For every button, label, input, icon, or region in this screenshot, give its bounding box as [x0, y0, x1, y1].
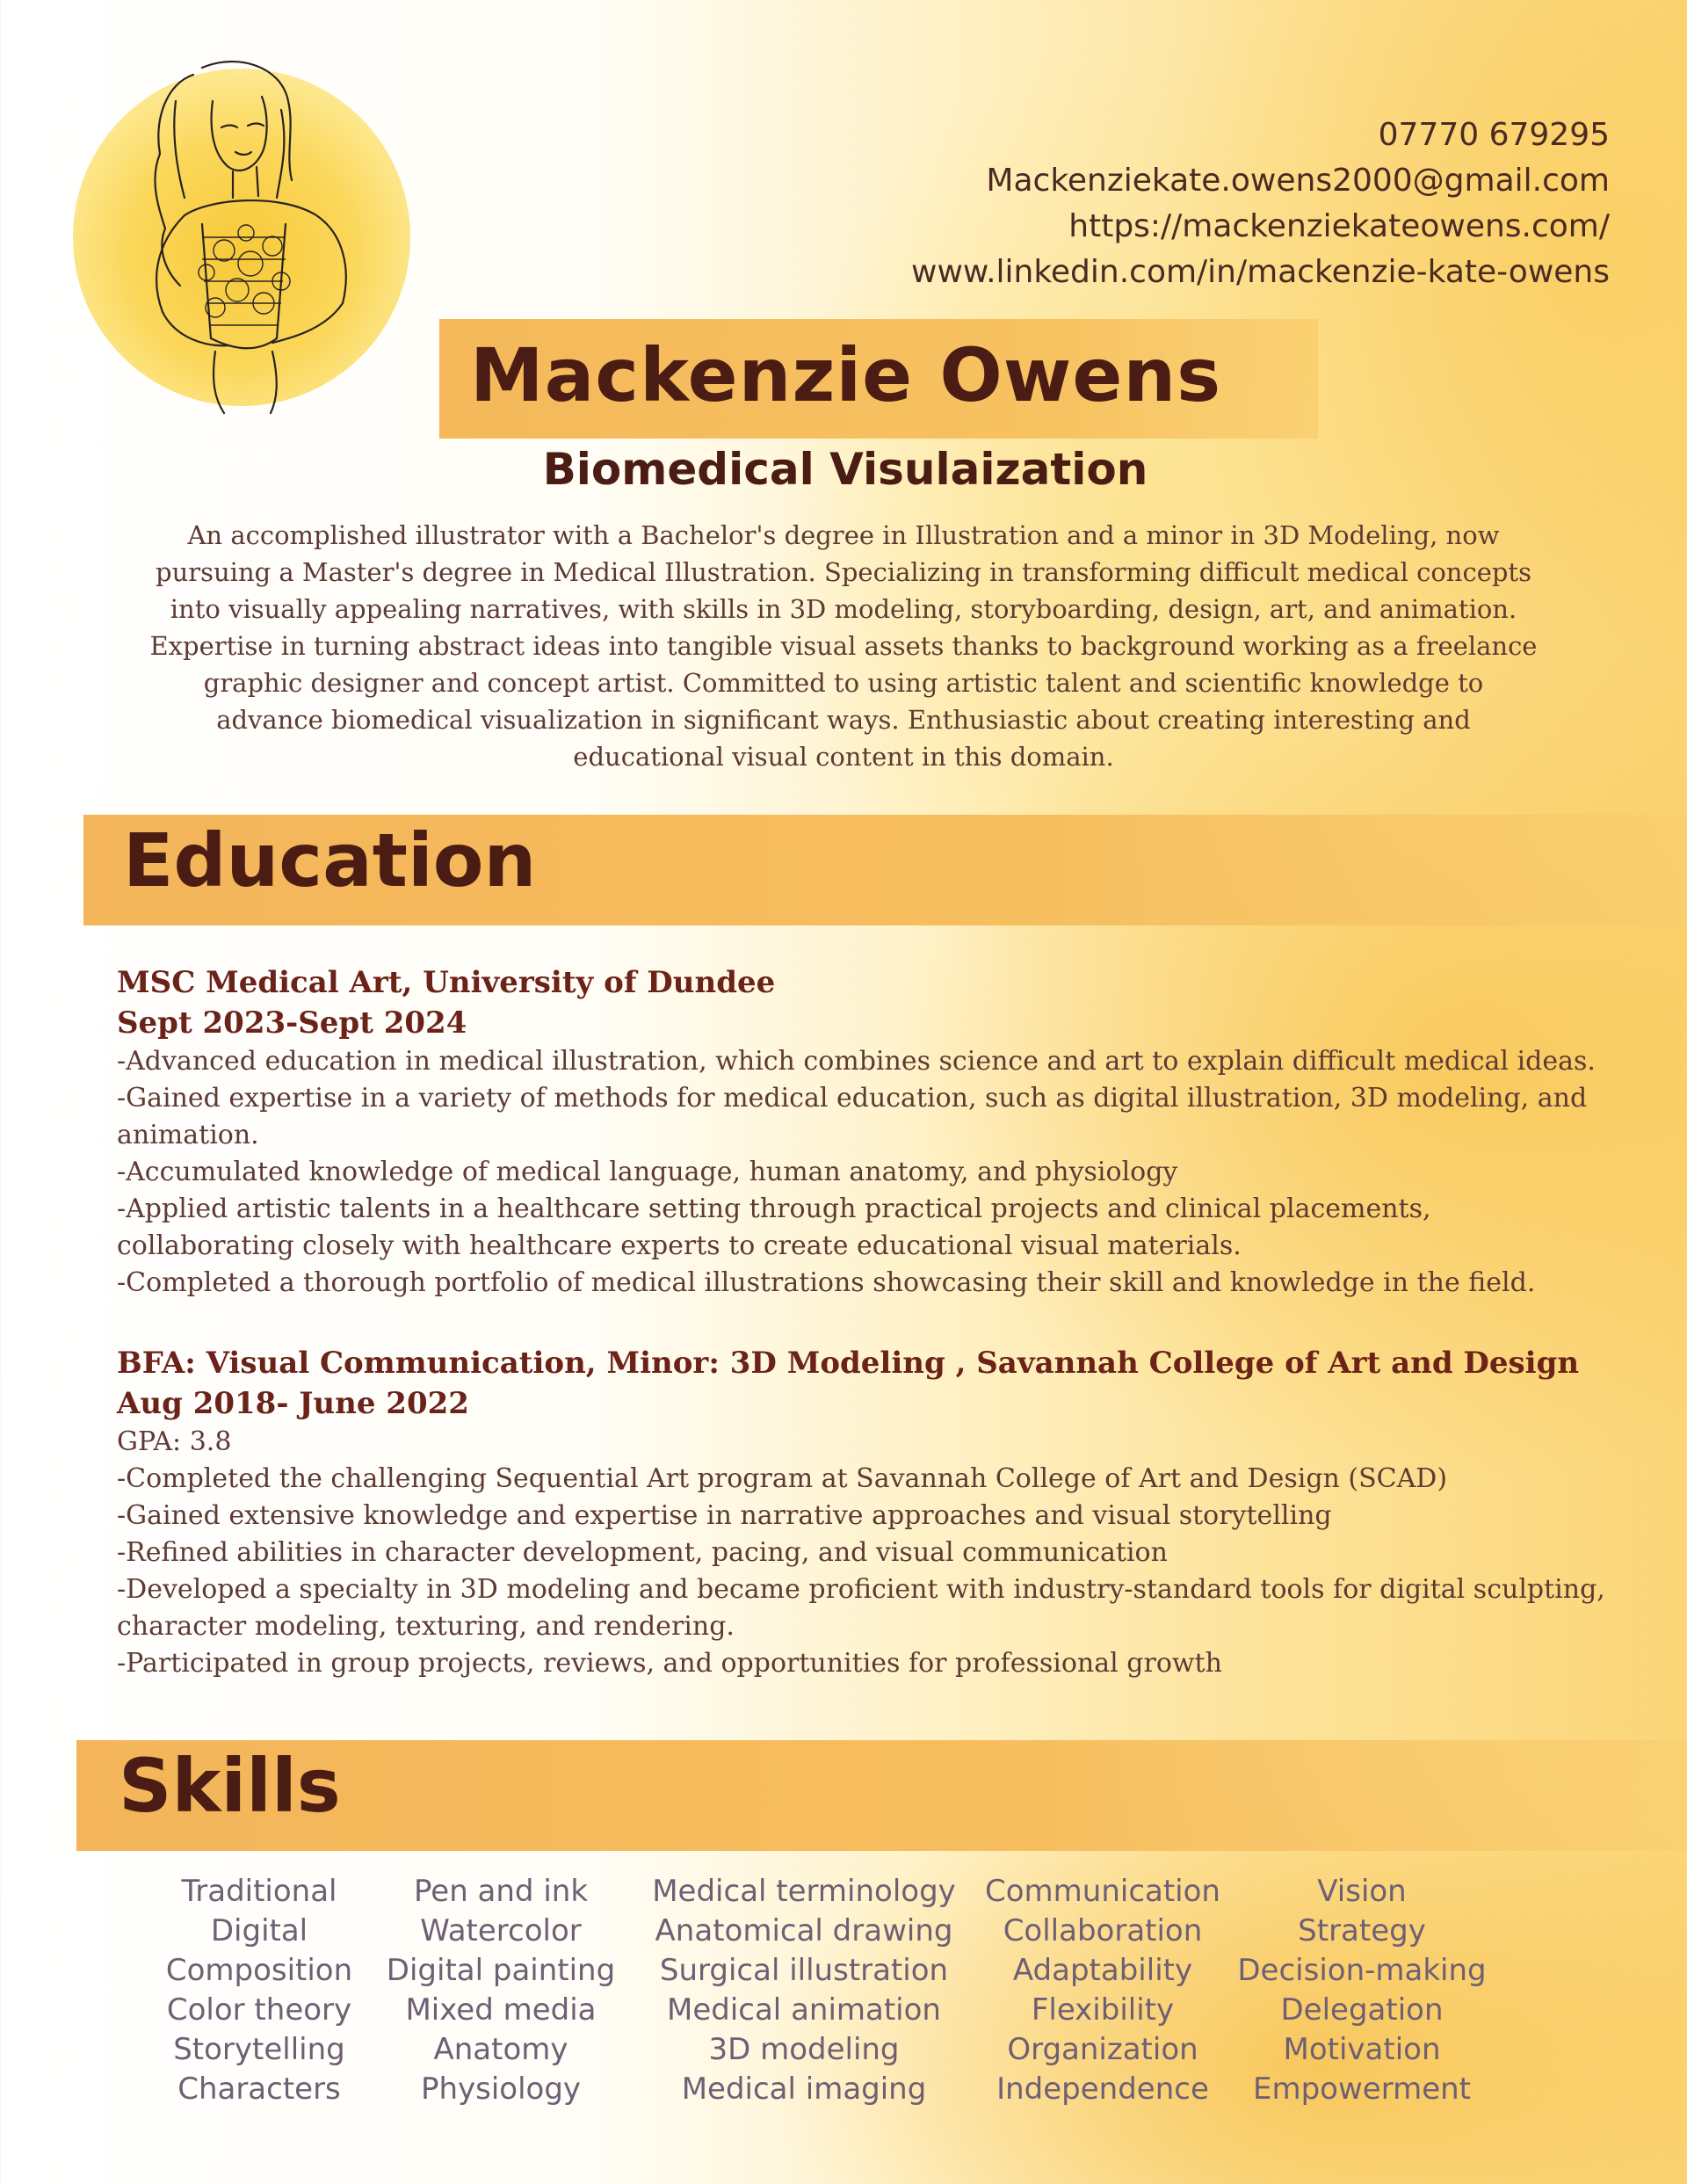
skill-item: Vision [1317, 1874, 1407, 1909]
education-entry-heading: MSC Medical Art, University of Dundee [117, 965, 776, 1000]
contact-website[interactable]: https://mackenziekateowens.com/ [1068, 208, 1610, 244]
skill-item: Digital painting [386, 1953, 616, 1988]
skill-item: Physiology [420, 2072, 582, 2107]
contact-block [911, 112, 1610, 295]
contact-linkedin[interactable]: www.linkedin.com/in/mackenzie-kate-owens [911, 254, 1610, 290]
skill-item: Medical terminology [652, 1874, 956, 1909]
skill-item: Collaboration [1003, 1913, 1203, 1948]
skill-item: Independence [996, 2072, 1209, 2107]
skill-item: Adaptability [1012, 1953, 1193, 1988]
skill-item: Digital [210, 1913, 308, 1948]
skill-item: Traditional [181, 1874, 337, 1909]
skill-item: Watercolor [420, 1913, 582, 1948]
skills-column [646, 1872, 962, 2109]
education-title: Education [123, 817, 537, 903]
education-bullet: -Developed a specialty in 3D modeling and became proficient with industry-standard tools for digital sculpting, character modeling, texturing, and rendering. [117, 1574, 1605, 1642]
skill-item: Medical imaging [681, 2072, 927, 2107]
skill-item: 3D modeling [708, 2032, 900, 2067]
education-entry-dates: Aug 2018- June 2022 [117, 1386, 469, 1421]
candidate-subtitle: Biomedical Visulaization [542, 444, 1148, 495]
skill-item: Decision-making [1237, 1953, 1487, 1988]
skills-title: Skills [119, 1743, 341, 1829]
education-bullet: -Participated in group projects, reviews, and opportunities for professional growth [117, 1648, 1222, 1679]
education-entry [117, 1343, 1611, 1682]
skill-item: Medical animation [667, 1992, 941, 2028]
skill-item: Color theory [166, 1992, 352, 2028]
contact-email[interactable]: Mackenziekate.owens2000@gmail.com [986, 163, 1610, 199]
skills-column [378, 1872, 624, 2109]
portrait-illustration [62, 48, 422, 417]
skill-item: Strategy [1298, 1913, 1426, 1948]
education-entry-dates: Sept 2023-Sept 2024 [117, 1005, 467, 1041]
education-bullet: -Gained extensive knowledge and expertise in narrative approaches and visual storytelling [117, 1500, 1332, 1531]
skills-column [141, 1872, 378, 2109]
skill-item: Empowerment [1252, 2072, 1471, 2107]
candidate-name: Mackenzie Owens [470, 332, 1222, 418]
skill-item: Anatomy [433, 2032, 568, 2067]
education-bullet: -Completed the challenging Sequential Art program at Savannah College of Art and Design (SCAD) [117, 1463, 1448, 1494]
education-bullet: -Completed a thorough portfolio of medical illustrations showcasing their skill and knowledge in the field. [117, 1267, 1536, 1298]
skill-item: Mixed media [405, 1992, 597, 2028]
education-bullet: -Accumulated knowledge of medical language, human anatomy, and physiology [117, 1157, 1178, 1187]
skill-item: Surgical illustration [659, 1953, 949, 1988]
profile-summary: An accomplished illustrator with a Bachelor's degree in Illustration and a minor in 3D Modeling, now pursuing a Master's degree in Medical Illustration. Specializing in transforming difficult medical concepts into visually appealing narratives, with skills in 3D modeling, storyboarding, design, art, and animation. Expertise in turning abstract ideas into tangible visual assets thanks to background working as a freelance graphic designer and concept artist. Committed to using artistic talent and scientific knowledge to advance biomedical visualization in significant ways. Enthusiastic about creating interesting and educational visual content in this domain. [149, 520, 1538, 772]
skill-item: Delegation [1280, 1992, 1444, 2028]
education-bullet: -Refined abilities in character development, pacing, and visual communication [117, 1537, 1168, 1568]
skill-item: Composition [165, 1953, 353, 1988]
education-gpa: GPA: 3.8 [117, 1426, 232, 1457]
skills-column [975, 1872, 1230, 2109]
education-entry [117, 962, 1611, 1302]
skill-item: Storytelling [173, 2032, 345, 2067]
skill-item: Organization [1007, 2032, 1198, 2067]
skill-item: Communication [985, 1874, 1220, 1909]
skill-item: Pen and ink [413, 1874, 589, 1909]
skill-item: Motivation [1283, 2032, 1441, 2067]
skill-item: Flexibility [1031, 1992, 1175, 2028]
education-entry-heading: BFA: Visual Communication, Minor: 3D Modeling , Savannah College of Art and Design [117, 1346, 1580, 1381]
contact-phone[interactable]: 07770 679295 [1378, 117, 1610, 153]
skills-column [1234, 1872, 1489, 2109]
education-bullet: -Advanced education in medical illustration, which combines science and art to explain difficult medical ideas. [117, 1046, 1596, 1077]
skill-item: Characters [177, 2072, 341, 2107]
education-bullet: -Applied artistic talents in a healthcare setting through practical projects and clinical placements, collaborating closely with healthcare experts to create educational visual materials. [117, 1194, 1431, 1261]
skill-item: Anatomical drawing [655, 1913, 953, 1948]
education-bullet: -Gained expertise in a variety of methods for medical education, such as digital illustration, 3D modeling, and animation. [117, 1083, 1588, 1150]
